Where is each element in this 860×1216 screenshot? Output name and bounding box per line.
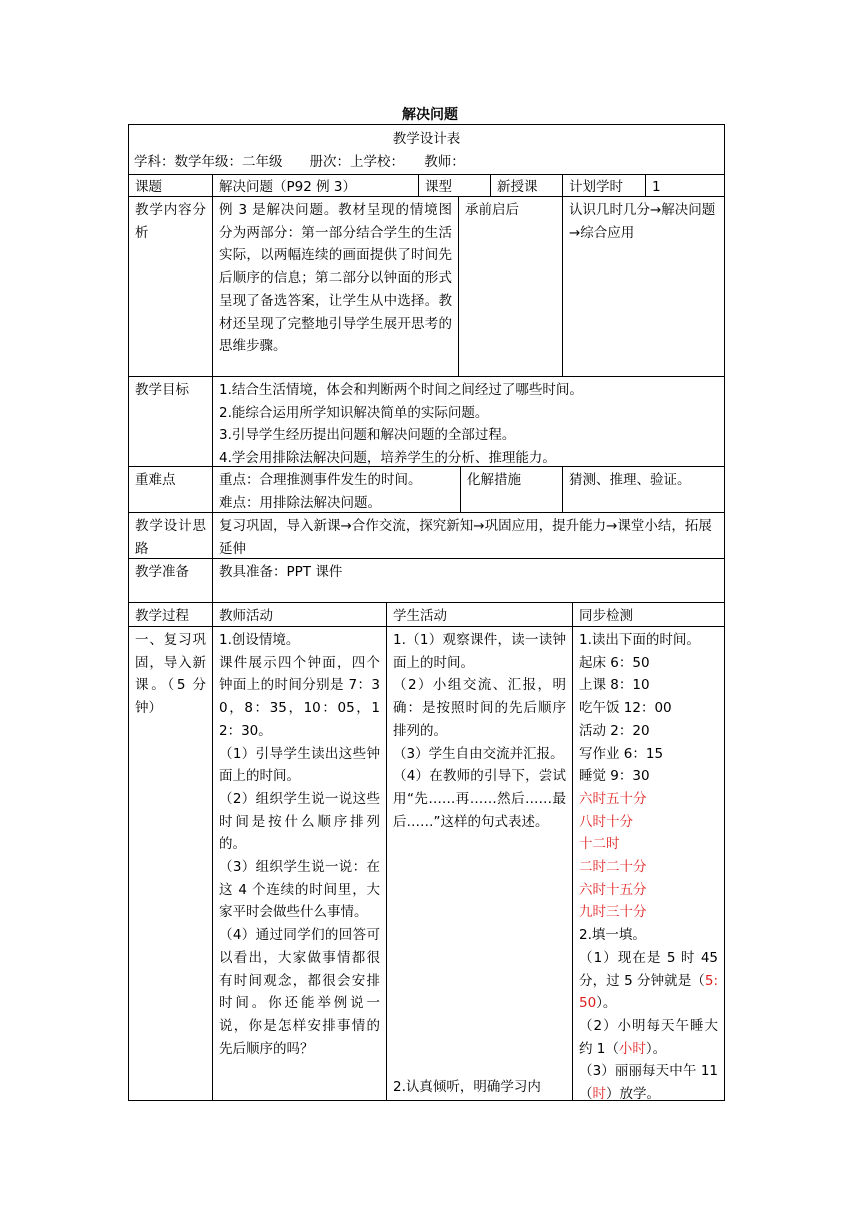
process-stage: 一、复习巩固，导入新课。（5 分钟） [135,632,206,717]
keypoints-value [213,467,460,512]
teacher-activities [213,627,386,1100]
process-header-check: 同步检测 [579,608,633,624]
sync-check [573,627,724,1103]
fill-text: ）。 [645,1040,667,1057]
fill-text: （3）丽丽每天中午 11（ [579,1063,718,1103]
teacher-activity: （1）引导学生读出这些钟面上的时间。 [219,745,380,785]
time-item: 睡觉 9：30 [579,768,650,785]
goal-item: 3.引导学生经历提出问题和解决问题的全部过程。 [219,427,516,444]
student-activity-2: 2.认真倾听，明确学习内 [393,1079,541,1095]
measures-value: 猜测、推理、验证。 [569,472,691,488]
answer-item: 十二时 [579,836,620,853]
process-header-stage: 教学过程 [135,608,189,624]
continuity-value: 认识几时几分→解决问题→综合应用 [569,202,716,241]
goals-label: 教学目标 [135,382,189,398]
measures-label: 化解措施 [467,472,521,488]
student-activity: （4）在教师的引导下，尝试用“先……再……然后……最后……”这样的句式表述。 [393,768,566,830]
answer-item: 六时十五分 [579,881,647,898]
teacher-activity: 1.创设情境。 [219,632,300,648]
topic-label: 课题 [135,179,162,195]
goal-item: 1.结合生活情境，体会和判断两个时间之间经过了哪些时间。 [219,382,583,398]
fill-text: （1）现在是 5 时 45 分，过 5 分钟就是（ [579,949,718,989]
key-point: 重点：合理推测事件发生的时间。 [219,472,422,488]
difficult-point: 难点：用排除法解决问题。 [219,494,381,511]
time-item: 上课 8：10 [579,677,650,694]
prep-value: 教具准备：PPT 课件 [219,564,343,580]
time-item: 活动 2：20 [579,722,650,739]
student-activity: 1.（1）观察课件，读一读钟面上的时间。 [393,632,566,671]
fill-text: ）放学。 [606,1086,660,1103]
content-analysis-value: 例 3 是解决问题。教材呈现的情境图分为两部分：第一部分结合学生的生活实际，以两幅连续的画面提供了时间先后顺序的信息；第二部分以钟面的形式呈现了备选答案，让学生从中选择。教材还呈现了完整地引导学生展开思考的思维步骤。 [219,202,452,355]
keypoints-label: 重难点 [135,472,176,488]
teacher-activity: （2）组织学生说一说这些时间是按什么顺序排列的。 [219,790,380,853]
fill-answer: 小时 [618,1040,646,1057]
fill-item-3 [579,1060,718,1105]
process-header-student: 学生活动 [393,608,447,624]
fill-item-1 [579,947,718,1015]
planned-hours-value: 1 [652,179,661,195]
document-title: 解决问题 [402,107,458,123]
lesson-type-value: 新授课 [497,179,538,195]
check-question-2: 2.填一填。 [579,927,646,944]
time-item: 吃午饭 12：00 [579,700,672,717]
answer-item: 八时十分 [579,813,633,830]
topic-value: 解决问题（P92 例 3） [219,179,356,195]
time-item: 写作业 6：15 [579,745,664,762]
fill-answer: 5:50 [579,972,718,1012]
teacher-activity: （3）组织学生说一说：在这 4 个连续的时间里，大家平时会做些什么事情。 [219,859,380,921]
fill-text: （2）小明每天午睡大约 1（ [579,1017,718,1057]
student-activity: （3）学生自由交流并汇报。 [393,745,564,762]
fill-text: ）。 [596,995,617,1012]
student-activities [387,627,572,1067]
goals-list [213,377,724,466]
content-analysis-label: 教学内容分析 [135,202,206,241]
check-question-1: 1.读出下面的时间。 [579,632,700,648]
process-header-teacher: 教师活动 [219,608,273,624]
answer-item: 六时五十分 [579,790,647,807]
meta-line: 学科：数学年级：二年级 册次：上学校： 教师： [134,154,465,170]
prep-label: 教学准备 [135,564,189,580]
lesson-type-label: 课型 [425,179,452,195]
fill-item-2 [579,1015,718,1060]
teacher-activity: 课件展示四个钟面，四个钟面上的时间分别是 7：30，8：35，10：05，12：30。 [219,654,380,739]
planned-hours-label: 计划学时 [569,179,623,195]
design-value: 复习巩固，导入新课→合作交流，探究新知→巩固应用，提升能力→课堂小结，拓展延伸 [219,518,712,557]
teacher-activity: （4）通过同学们的回答可以看出，大家做事情都很有时间观念，都很会安排时间。你还能举例说一说，你是怎样安排事情的先后顺序的吗？ [219,927,380,1057]
answer-item: 二时二十分 [579,859,647,876]
table-title: 教学设计表 [392,131,461,147]
goal-item: 2.能综合运用所学知识解决简单的实际问题。 [219,404,489,421]
design-label: 教学设计思路 [135,518,206,557]
answer-item: 九时三十分 [579,904,647,921]
continuity-label: 承前启后 [465,202,519,218]
fill-answer: 时 [592,1086,606,1103]
student-activity: （2）小组交流、汇报，明确：是按照时间的先后顺序排列的。 [393,677,566,739]
goal-item: 4.学会用排除法解决问题，培养学生的分析、推理能力。 [219,450,556,467]
time-item: 起床 6：50 [579,654,650,671]
